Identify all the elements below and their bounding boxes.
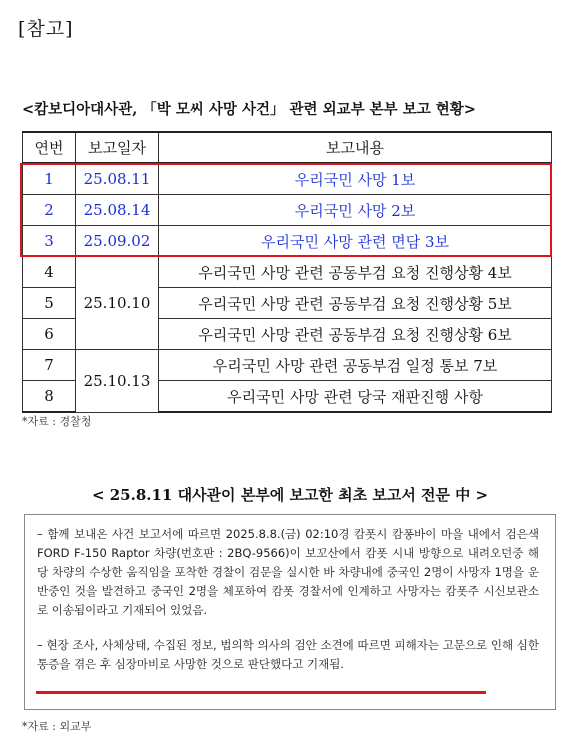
row-content: 우리국민 사망 1보 <box>159 163 552 195</box>
row-content: 우리국민 사망 관련 공동부검 일정 통보 7보 <box>159 350 552 381</box>
report-excerpt-box <box>24 514 556 710</box>
row-content: 우리국민 사망 2보 <box>159 195 552 226</box>
reference-tag: [참고] <box>18 18 74 40</box>
row-date: 25.08.14 <box>76 195 159 226</box>
report-status-table <box>22 131 552 413</box>
table-header-row <box>23 132 552 163</box>
row-number: 7 <box>23 350 76 381</box>
excerpt-paragraph-2: – 현장 조사, 사체상태, 수집된 정보, 법의학 의사의 검안 소견에 따르면 피해자는 고문으로 인해 심한 통증을 겪은 후 심장마비로 사망한 것으로 판단했다고 기재됨. <box>37 638 539 671</box>
row-number: 1 <box>23 163 76 195</box>
row-number: 3 <box>23 226 76 257</box>
row-date: 25.10.10 <box>76 257 159 350</box>
row-date: 25.10.13 <box>76 350 159 413</box>
row-number: 5 <box>23 288 76 319</box>
table-source-note: *자료 : 경찰청 <box>22 415 92 428</box>
table-row <box>23 350 552 381</box>
row-content: 우리국민 사망 관련 면담 3보 <box>159 226 552 257</box>
table-title: <캄보디아대사관, 「박 모씨 사망 사건」 관련 외교부 본부 보고 현황> <box>22 101 476 118</box>
row-date: 25.09.02 <box>76 226 159 257</box>
header-number: 연번 <box>23 132 76 163</box>
header-report-date: 보고일자 <box>76 132 159 163</box>
row-number: 8 <box>23 381 76 413</box>
row-content: 우리국민 사망 관련 공동부검 요청 진행상황 5보 <box>159 288 552 319</box>
row-content: 우리국민 사망 관련 당국 재판진행 사항 <box>159 381 552 413</box>
table-row <box>23 226 552 257</box>
excerpt-source-note: *자료 : 외교부 <box>22 720 92 733</box>
excerpt-paragraph-1: – 함께 보내온 사건 보고서에 따르면 2025.8.8.(금) 02:10경 캄폿시 캄퐁바이 마을 내에서 검은색 FORD F-150 Raptor 차량(번호판 : 2BQ-9566)이 보꼬산에서 캄폿 시내 방향으로 내려오던중 해당 차량의 수상한 움직임을 포착한 경찰이 검문을 실시한 바 차량내에 중국인 2명이 사망자 1명을 운반중인 것을 발견하고 중국인 2명을 체포하여 캄폿 경찰서에 인계하고 사망자는 캄폿주 시신보관소로 이송됨이라고 기재되어 있었음. <box>37 527 539 617</box>
table-row <box>23 257 552 288</box>
row-content: 우리국민 사망 관련 공동부검 요청 진행상황 6보 <box>159 319 552 350</box>
row-content: 우리국민 사망 관련 공동부검 요청 진행상황 4보 <box>159 257 552 288</box>
table-row <box>23 163 552 195</box>
table-row <box>23 195 552 226</box>
excerpt-title: < 25.8.11 대사관이 본부에 보고한 최초 보고서 전문 中 > <box>91 486 489 504</box>
row-number: 4 <box>23 257 76 288</box>
header-report-content: 보고내용 <box>159 132 552 163</box>
row-date: 25.08.11 <box>76 163 159 195</box>
row-number: 2 <box>23 195 76 226</box>
row-number: 6 <box>23 319 76 350</box>
